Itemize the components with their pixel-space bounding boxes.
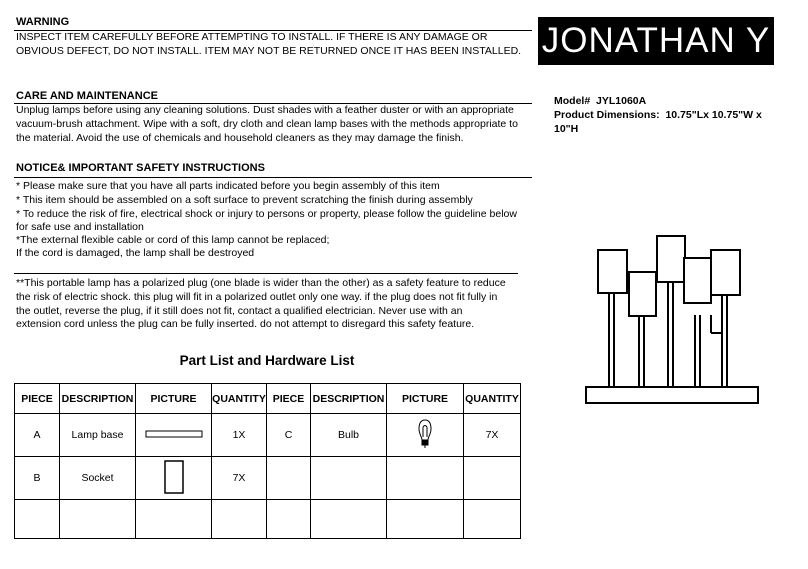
notice-line-6: If the cord is damaged, the lamp shall be destroyed	[16, 247, 255, 259]
notice-line-1: * Please make sure that you have all parts indicated before you begin assembly of this item	[16, 180, 440, 192]
warning-line-1: INSPECT ITEM CAREFULLY BEFORE ATTEMPTING TO INSTALL. IF THERE IS ANY DAMAGE OR	[16, 31, 488, 43]
plug-line-3: the outlet, reverse the plug, if it still does not fit, contact a qualified electrician. Never use with an	[16, 305, 463, 317]
header-quantity: QUANTITY	[212, 384, 267, 414]
table-row	[15, 414, 521, 457]
table-header-row	[15, 384, 521, 414]
cell-empty	[387, 500, 464, 539]
cell-quantity: 7X	[212, 457, 267, 500]
header-piece: PIECE	[267, 384, 311, 414]
cell-picture	[387, 414, 464, 457]
cell-empty	[464, 500, 521, 539]
plug-line-2: the risk of electric shock. this plug will fit in a polarized outlet only one way. if the plug does not fit fully in	[16, 291, 498, 303]
care-line-3: the material. Avoid the use of chemicals and household cleaners as they may damage the finish.	[16, 132, 464, 144]
care-line-1: Unplug lamps before using any cleaning solutions. Dust shades with a feather duster or with an appropriate	[16, 104, 514, 116]
notice-line-5: *The external flexible cable or cord of this lamp cannot be replaced;	[16, 234, 330, 246]
cell-description	[311, 457, 387, 500]
lamp-base-icon	[145, 429, 203, 439]
header-description: DESCRIPTION	[311, 384, 387, 414]
lamp-illustration	[583, 233, 773, 408]
cell-quantity	[464, 457, 521, 500]
cell-piece: C	[267, 414, 311, 457]
warning-line-2: OBVIOUS DEFECT, DO NOT INSTALL. ITEM MAY NOT BE RETURNED ONCE IT HAS BEEN INSTALLED.	[16, 45, 522, 57]
care-title: CARE AND MAINTENANCE	[16, 90, 158, 102]
dims-value-2: 10"H	[554, 123, 579, 135]
notice-line-2: * This item should be assembled on a soft surface to prevent scratching the finish during assembly	[16, 194, 473, 206]
divider	[14, 273, 518, 274]
bulb-icon	[417, 419, 433, 449]
model-value: JYL1060A	[596, 95, 647, 107]
parts-table	[14, 383, 521, 539]
product-info	[554, 94, 784, 136]
plug-line-1: **This portable lamp has a polarized plug (one blade is wider than the other) as a safety feature to reduce	[16, 277, 506, 289]
header-description: DESCRIPTION	[60, 384, 136, 414]
cell-empty	[212, 500, 267, 539]
parts-title: Part List and Hardware List	[179, 353, 355, 368]
table-row	[15, 457, 521, 500]
header-picture: PICTURE	[136, 384, 212, 414]
cell-description: Lamp base	[60, 414, 136, 457]
cell-piece: A	[15, 414, 60, 457]
lamp-shade	[629, 272, 656, 316]
cell-description: Socket	[60, 457, 136, 500]
cell-piece: B	[15, 457, 60, 500]
notice-line-4: for safe use and installation	[16, 221, 144, 233]
lamp-shade	[684, 258, 711, 303]
header-piece: PIECE	[15, 384, 60, 414]
brand-logo: JONATHAN Y	[538, 17, 774, 65]
cell-picture	[136, 414, 212, 457]
dims-value-1: 10.75"Lx 10.75"W x	[665, 109, 762, 121]
lamp-shade	[657, 236, 685, 282]
notice-title: NOTICE& IMPORTANT SAFETY INSTRUCTIONS	[16, 162, 265, 174]
notice-line-3: * To reduce the risk of fire, electrical shock or injury to persons or property, please follow the guideline below	[16, 208, 517, 220]
cell-empty	[311, 500, 387, 539]
cell-empty	[267, 500, 311, 539]
lamp-shade	[711, 250, 740, 295]
cell-picture	[136, 457, 212, 500]
dims-label: Product Dimensions:	[554, 109, 660, 121]
cell-quantity: 7X	[464, 414, 521, 457]
lamp-base-shape	[586, 387, 758, 403]
socket-icon	[163, 460, 185, 494]
table-row	[15, 500, 521, 539]
cell-empty	[15, 500, 60, 539]
cell-description: Bulb	[311, 414, 387, 457]
cell-piece	[267, 457, 311, 500]
header-quantity: QUANTITY	[464, 384, 521, 414]
model-label: Model#	[554, 95, 591, 107]
warning-title: WARNING	[16, 16, 70, 28]
care-line-2: vacuum-brush attachment. Wipe with a soft, dry cloth and clean lamp bases with the methods appropriate to	[16, 118, 518, 130]
cell-empty	[136, 500, 212, 539]
header-picture: PICTURE	[387, 384, 464, 414]
cell-picture	[387, 457, 464, 500]
cell-empty	[60, 500, 136, 539]
lamp-shade	[598, 250, 627, 293]
divider	[14, 177, 532, 178]
plug-line-4: extension cord unless the plug can be fully inserted. do not attempt to disregard this safety feature.	[16, 318, 475, 330]
cell-quantity: 1X	[212, 414, 267, 457]
